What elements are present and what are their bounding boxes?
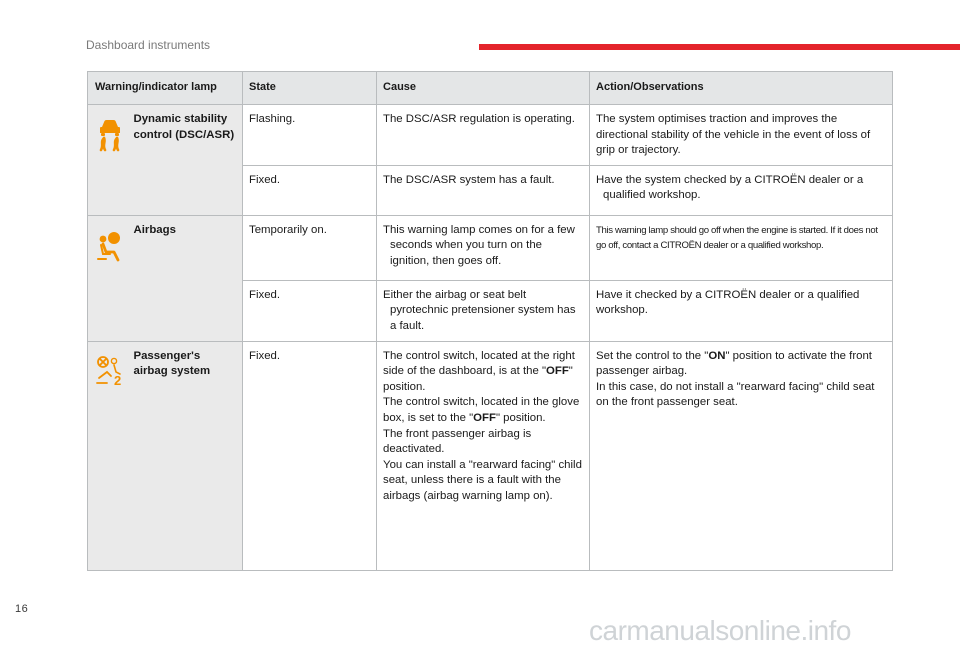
lamp-icon-cell xyxy=(88,105,132,216)
off-position-label: OFF xyxy=(473,411,496,424)
header-accent-bar xyxy=(479,44,960,50)
page-number: 16 xyxy=(15,603,29,615)
cause-cell xyxy=(377,280,590,341)
action-paragraph: In this case, do not install a "rearward facing" child seat on the front passenger seat. xyxy=(596,380,875,409)
state-cell: Flashing. xyxy=(243,105,377,166)
action-cell: Have it checked by a CITROËN dealer or a qualified workshop. xyxy=(590,280,893,341)
cause-text: " position. xyxy=(383,365,573,393)
lamp-name: Dynamic stability control (DSC/ASR) xyxy=(132,105,243,216)
cause-paragraph: The front passenger airbag is deactivated. xyxy=(383,427,532,456)
column-header-action: Action/Observations xyxy=(590,72,893,105)
cause-cell xyxy=(377,215,590,280)
lamp-icon-cell xyxy=(88,215,132,341)
svg-text:2: 2 xyxy=(114,372,122,388)
action-text: " position to activate the front passenger airbag. xyxy=(596,349,872,378)
airbag-lamp-icon xyxy=(92,228,128,270)
cause-text: Either the airbag or seat belt pyrotechnic pretensioner system has a fault. xyxy=(383,288,576,332)
lamp-icon-cell xyxy=(88,341,132,570)
column-header-lamp: Warning/indicator lamp xyxy=(88,72,243,105)
cause-paragraph: You can install a "rearward facing" child seat, unless there is a fault with the airbags (airbag warning lamp on). xyxy=(383,458,582,502)
warning-lamps-table xyxy=(87,71,893,571)
cause-text: This warning lamp comes on for a few seconds when you turn on the ignition, then goes off. xyxy=(383,223,575,267)
lamp-name: Airbags xyxy=(132,215,243,341)
action-cell: The system optimises traction and improves the directional stability of the vehicle in the event of loss of grip or trajectory. xyxy=(590,105,893,166)
action-cell xyxy=(590,165,893,215)
cause-paragraph xyxy=(383,349,583,396)
table-row xyxy=(88,105,893,166)
cause-text: The DSC/ASR regulation is operating. xyxy=(383,113,575,125)
cause-cell xyxy=(377,105,590,166)
state-cell: Temporarily on. xyxy=(243,215,377,280)
action-cell: This warning lamp should go off when the engine is started. If it does not go off, contact a CITROËN dealer or a qualified workshop. xyxy=(590,215,893,280)
cause-text: The control switch, located at the right side of the dashboard, is at the " xyxy=(383,349,575,378)
cause-cell xyxy=(377,341,590,570)
section-title: Dashboard instruments xyxy=(86,38,211,52)
lamp-name: Passenger's airbag system xyxy=(132,341,243,570)
dsc-asr-lamp-icon xyxy=(92,117,128,159)
cause-text: The control switch, located in the glove box, is set to the " xyxy=(383,396,580,424)
cause-text: " position. xyxy=(495,411,546,424)
state-cell: Fixed. xyxy=(243,280,377,341)
column-header-state: State xyxy=(243,72,377,105)
table-row xyxy=(88,341,893,570)
passenger-airbag-off-icon xyxy=(92,354,128,396)
state-cell: Fixed. xyxy=(243,165,377,215)
table-row xyxy=(88,215,893,280)
watermark-text: carmanualsonline.info xyxy=(589,615,851,646)
state-cell: Fixed. xyxy=(243,341,377,570)
action-text: Set the control to the " xyxy=(596,349,709,362)
cause-text: The DSC/ASR system has a fault. xyxy=(383,173,555,186)
action-text: Have the system checked by a CITROËN dealer or a qualified workshop. xyxy=(596,173,864,202)
action-paragraph xyxy=(596,349,886,380)
column-header-cause: Cause xyxy=(377,72,590,105)
on-position-label: ON xyxy=(708,349,726,362)
cause-cell xyxy=(377,165,590,215)
action-cell xyxy=(590,341,893,570)
table-header-row xyxy=(88,72,893,105)
off-position-label: OFF xyxy=(546,365,569,378)
cause-paragraph xyxy=(383,395,583,426)
